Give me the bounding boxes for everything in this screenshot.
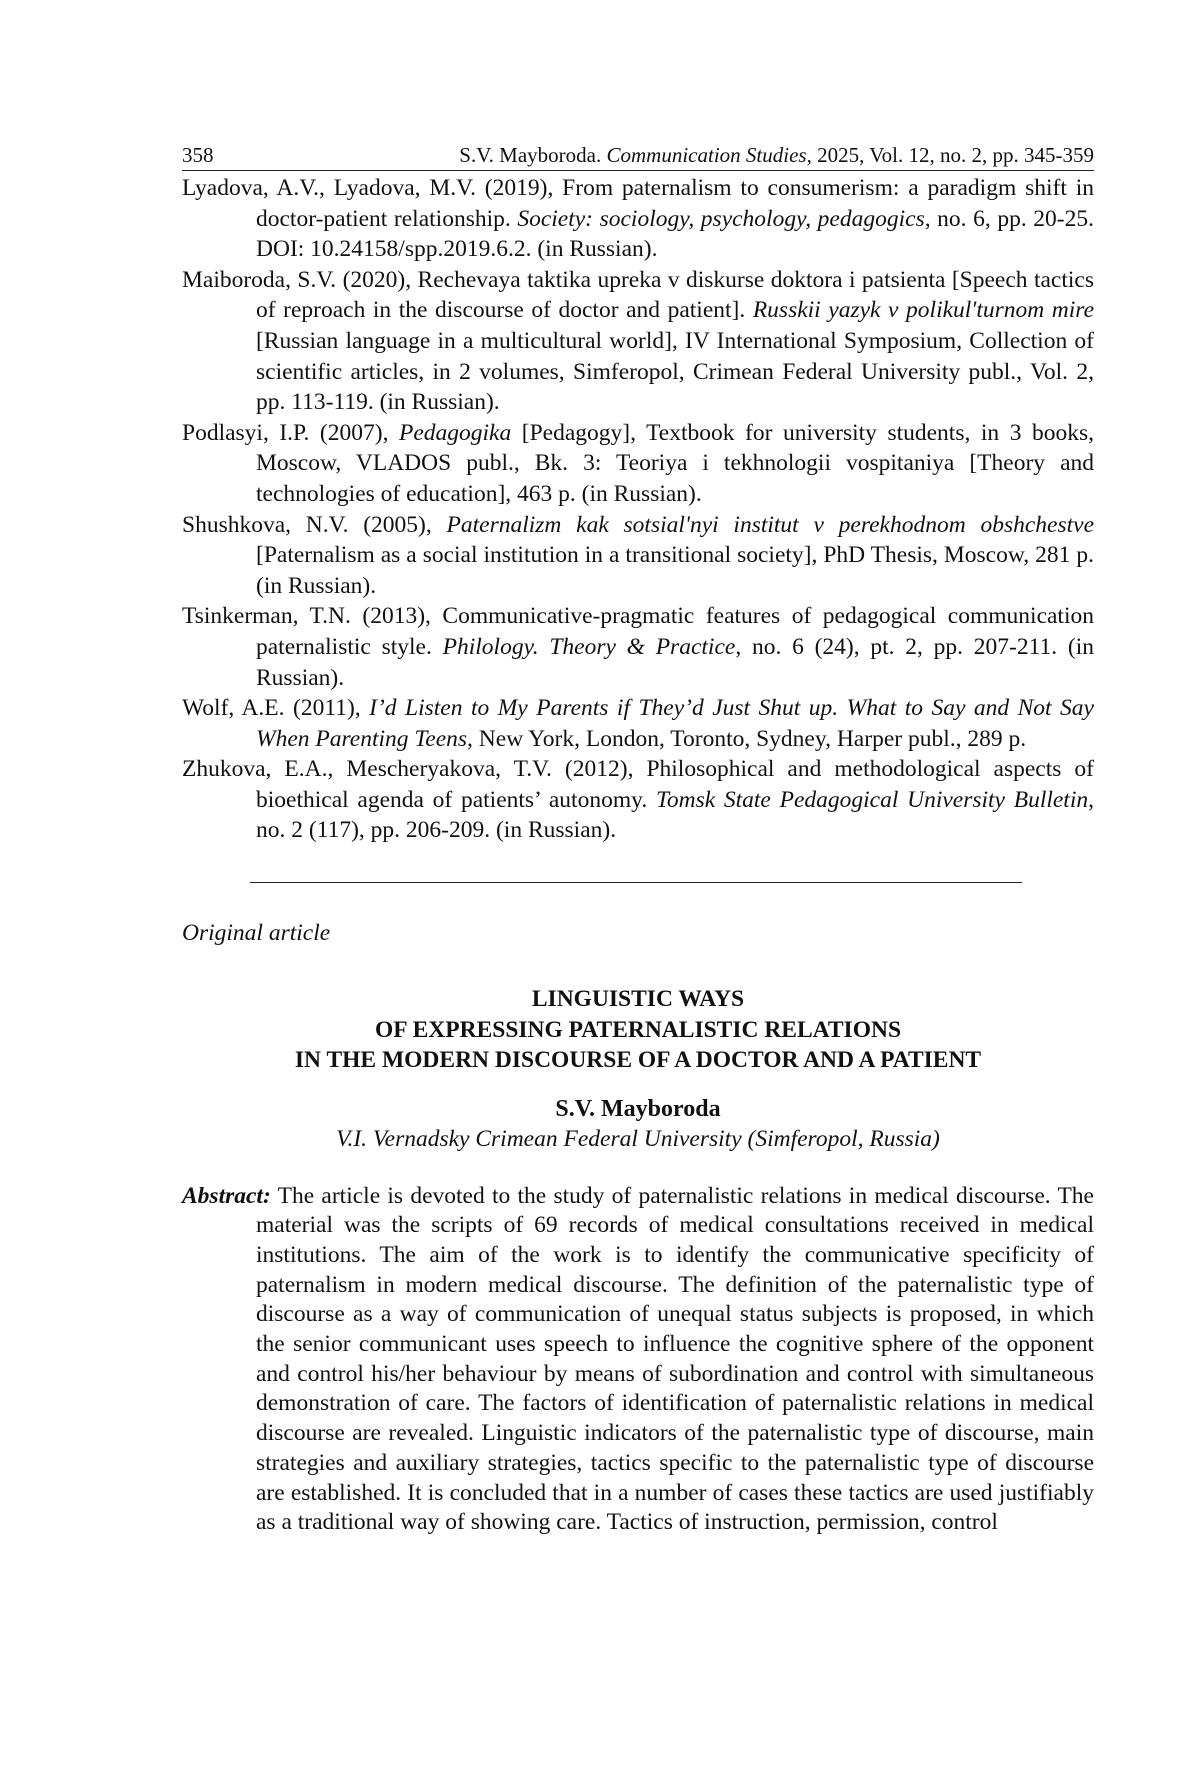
running-head <box>182 140 1094 171</box>
reference-item: Wolf, A.E. (2011), I’d Listen to My Parents if They’d Just Shut up. What to Say and Not Say When Parenting Teens, New York, London, Toronto, Sydney, Harper publ., 289 p. <box>182 695 1094 752</box>
article-type-label: Original article <box>182 920 331 947</box>
author-affiliation: V.I. Vernadsky Crimean Federal University (Simferopol, Russia) <box>336 1125 940 1152</box>
section-divider <box>250 882 1022 883</box>
reference-item: Maiboroda, S.V. (2020), Rechevaya taktika upreka v diskurse doktora i patsienta [Speech tactics of reproach in the discourse of doctor and patient]. Russkii yazyk v polikul'turnom mire [Russian language in a multicultural world], IV International Symposium, Collection of scientific articles, in 2 volumes, Simferopol, Crimean Federal University publ., Vol. 2, pp. 113-119. (in Russian). <box>182 266 1094 416</box>
issue-info: , 2025, Vol. 12, no. 2, pp. 345-359 <box>806 143 1094 167</box>
running-head-citation <box>459 140 1094 170</box>
reference-list <box>182 173 1094 846</box>
abstract-label: Abstract: <box>182 1182 271 1209</box>
journal-page <box>182 140 1094 1538</box>
reference-item: Zhukova, E.A., Mescheryakova, T.V. (2012), Philosophical and methodological aspects of bioethical agenda of patients’ autonomy. Tomsk State Pedagogical University Bulletin, no. 2 (117), pp. 206-209. (in Russian). <box>182 756 1094 844</box>
reference-item: Podlasyi, I.P. (2007), Pedagogika [Pedagogy], Textbook for university students, in 3 books, Moscow, VLADOS publ., Bk. 3: Teoriya i tekhnologii vospitaniya [Theory and technologies of education], 463 p. (in Russian). <box>182 419 1094 507</box>
abstract-text: The article is devoted to the study of paternalistic relations in medical discourse. The material was the scripts of 69 records of medical consultations received in medical institutions. The aim of the work is to identify the communicative specificity of paternalism in modern medical discourse. The definition of the paternalistic type of discourse as a way of communication of unequal status subjects is proposed, in which the senior communicant uses speech to influence the cognitive sphere of the opponent and control his/her behaviour by means of subordination and control with simultaneous demonstration of care. The factors of identification of paternalistic relations in medical discourse are revealed. Linguistic indicators of the paternalistic type of discourse, main strategies and auxiliary strategies, tactics specific to the paternalistic type of discourse are established. It is concluded that in a number of cases these tactics are used justifiably as a traditional way of showing care. Tactics of instruction, permission, control <box>256 1182 1094 1536</box>
reference-item: Tsinkerman, T.N. (2013), Communicative-pragmatic features of pedagogical communication paternalistic style. Philology. Theory & Practice, no. 6 (24), pt. 2, pp. 207-211. (in Russian). <box>182 603 1094 691</box>
abstract <box>182 1182 1094 1538</box>
article-title <box>182 984 1094 1076</box>
reference-item: Lyadova, A.V., Lyadova, M.V. (2019), From paternalism to consumerism: a paradigm shift in doctor-patient relationship. Society: sociology, psychology, pedagogics, no. 6, pp. 20-25. DOI: 10.24158/spp.2019.6.2. (in Russian). <box>182 175 1094 263</box>
article-title-line: IN THE MODERN DISCOURSE OF A DOCTOR AND A PATIENT <box>294 1047 982 1074</box>
reference-item: Shushkova, N.V. (2005), Paternalizm kak sotsial'nyi institut v perekhodnom obshchestve [Paternalism as a social institution in a transitional society], PhD Thesis, Moscow, 281 p. (in Russian). <box>182 511 1095 599</box>
page-number: 358 <box>182 143 214 167</box>
running-head-author: S.V. Mayboroda. <box>459 143 607 167</box>
article-title-line: LINGUISTIC WAYS <box>531 986 745 1013</box>
article-author: S.V. Mayboroda <box>555 1095 721 1122</box>
journal-name: Communication Studies <box>606 143 807 167</box>
article-title-line: OF EXPRESSING PATERNALISTIC RELATIONS <box>374 1016 902 1043</box>
